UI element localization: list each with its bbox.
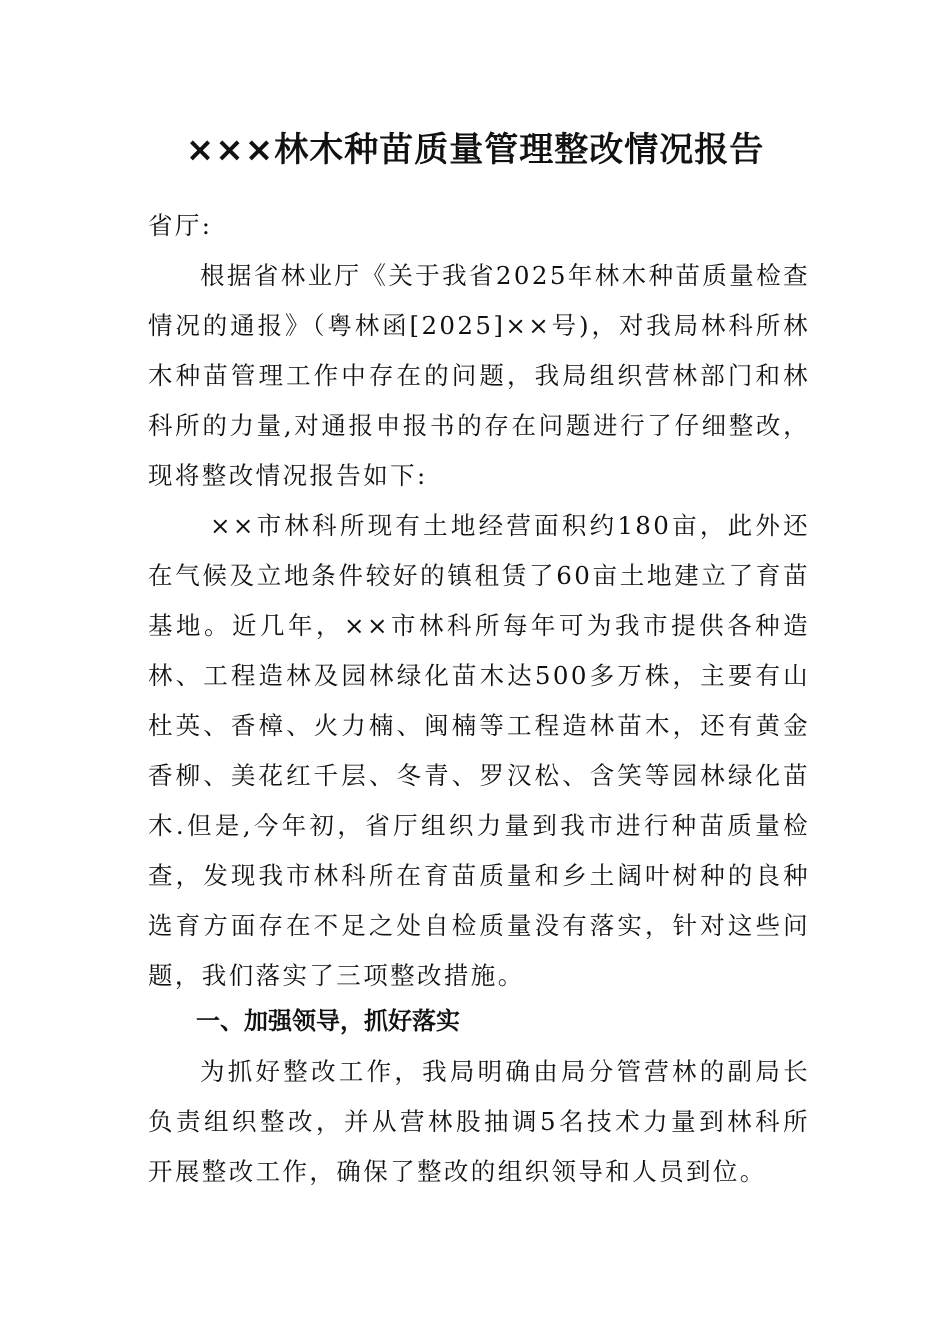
salutation: 省厅: (148, 211, 213, 240)
section-heading: 一、加强领导，抓好落实 (196, 1007, 460, 1035)
paragraph-notice-reference: 根据省林业厅《关于我省2025年林木种苗质量检查情况的通报》（粤林函[2025]××号)，对我局林科所林木种苗管理工作中存在的问题，我局组织营林部门和林科所的力量,对通报申报书的存在问题进行了仔细整改，现将整改情况报告如下: (148, 261, 810, 490)
paragraph-section-one: 为抓好整改工作，我局明确由局分管营林的副局长负责组织整改，并从营林股抽调5名技术力量到林科所开展整改工作，确保了整改的组织领导和人员到位。 (148, 1057, 810, 1186)
paragraph-institute-overview: ××市林科所现有土地经营面积约180亩，此外还在气候及立地条件较好的镇租赁了60亩土地建立了育苗基地。近几年，××市林科所每年可为我市提供各种造林、工程造林及园林绿化苗木达500多万株，主要有山杜英、香樟、火力楠、闽楠等工程造林苗木，还有黄金香柳、美花红千层、冬青、罗汉松、含笑等园林绿化苗木.但是,今年初，省厅组织力量到我市进行种苗质量检查，发现我市林科所在育苗质量和乡土阔叶树种的良种选育方面存在不足之处自检质量没有落实，针对这些问题，我们落实了三项整改措施。 (148, 511, 810, 990)
document-title: ×××林木种苗质量管理整改情况报告 (185, 130, 765, 170)
